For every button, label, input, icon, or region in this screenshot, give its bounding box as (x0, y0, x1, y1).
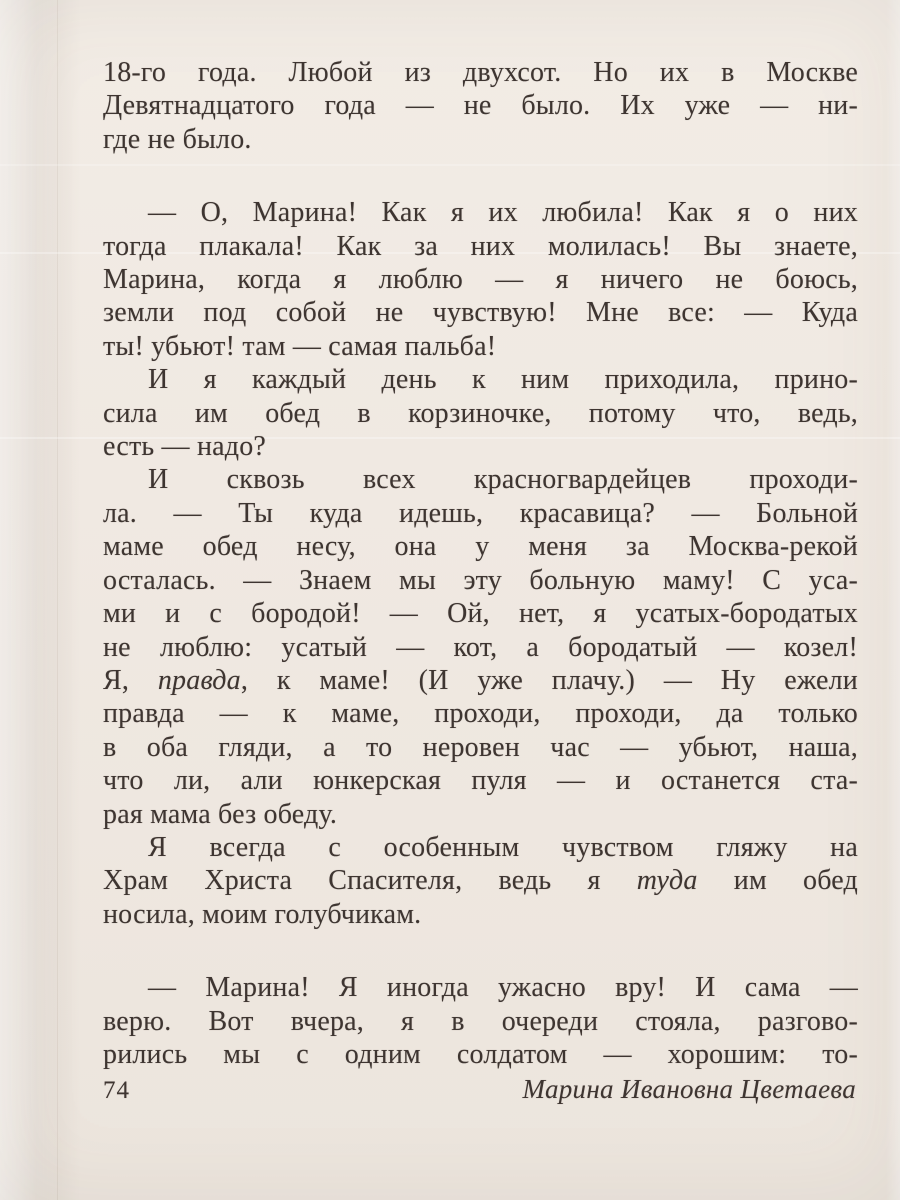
paragraph (103, 463, 858, 830)
italic-word: правда (157, 664, 241, 696)
text-segment: 18-го года. Любой из двухсот. Но их в Москве (103, 57, 858, 88)
text-segment: рились мы с одним солдатом — хорошим: то- (103, 1038, 858, 1070)
text-segment: Я, (103, 664, 158, 696)
paragraph (103, 196, 858, 363)
text-segment: ми и с бородой! — Ой, нет, я усатых-бородатых (103, 598, 858, 630)
text-segment: , к маме! (И уже плачу.) — Ну ежели (240, 664, 858, 696)
text-line (103, 1038, 858, 1071)
text-segment: рая мама без обеду. (103, 798, 338, 830)
page-number: 74 (103, 1077, 130, 1104)
text-line (103, 263, 858, 296)
text-line (103, 971, 858, 1004)
text-line (103, 123, 858, 156)
paragraph (103, 831, 858, 931)
text-line (103, 430, 858, 463)
text-segment: И сквозь всех красногвардейцев проходи- (148, 464, 858, 496)
text-line (103, 664, 858, 697)
text-line (103, 530, 858, 563)
text-segment: сила им обед в корзиночке, потому что, ведь, (103, 397, 858, 429)
text-line (103, 89, 858, 122)
text-segment: не люблю: усатый — кот, а бородатый — козел! (103, 631, 858, 663)
text-segment: Девятнадцатого года — не было. Их уже — ни- (103, 90, 858, 122)
text-segment: — Марина! Я иногда ужасно вру! И сама — (148, 972, 858, 1004)
text-segment: Марина, когда я люблю — я ничего не боюсь, (103, 264, 858, 296)
paragraph (103, 56, 858, 156)
text-line (103, 1005, 858, 1038)
text-segment: маме обед несу, она у меня за Москва-рекой (103, 531, 858, 563)
text-segment: в оба гляди, а то неровен час — убьют, наша, (103, 731, 858, 763)
page-text-block (103, 56, 858, 1071)
text-segment: им обед (697, 865, 858, 897)
text-line (103, 363, 858, 396)
text-segment: — О, Марина! Как я их любила! Как я о них (148, 197, 858, 229)
page-footer (103, 1074, 856, 1105)
text-line (103, 697, 858, 730)
italic-word: туда (636, 865, 698, 897)
text-segment: тогда плакала! Как за них молилась! Вы знаете, (103, 230, 858, 262)
text-segment: правда — к маме, проходи, проходи, да только (103, 698, 858, 730)
text-line (103, 564, 858, 597)
text-line (103, 330, 858, 363)
text-line (103, 864, 858, 897)
text-segment: осталась. — Знаем мы эту больную маму! С уса- (103, 564, 858, 596)
running-title: Марина Ивановна Цветаева (522, 1074, 856, 1104)
text-line (103, 397, 858, 430)
text-segment: есть — надо? (103, 431, 267, 463)
text-segment: земли под собой не чувствую! Мне все: — Куда (103, 297, 858, 329)
text-segment: носила, моим голубчикам. (103, 898, 422, 930)
text-line (103, 463, 858, 496)
paragraph (103, 971, 858, 1071)
text-segment: что ли, али юнкерская пуля — и останется ста- (103, 765, 858, 797)
text-line (103, 764, 858, 797)
text-line (103, 831, 858, 864)
text-line (103, 798, 858, 831)
text-line (103, 196, 858, 229)
text-line (103, 230, 858, 263)
text-line (103, 731, 858, 764)
text-segment: где не было. (103, 123, 252, 155)
text-segment: Я всегда с особенным чувством гляжу на (148, 831, 858, 863)
text-line (103, 597, 858, 630)
text-line (103, 56, 858, 89)
text-line (103, 898, 858, 931)
page-edge-line (57, 0, 58, 1200)
text-segment: ты! убьют! там — самая пальба! (103, 330, 497, 362)
text-line (103, 497, 858, 530)
text-segment: ла. — Ты куда идешь, красавица? — Больной (103, 497, 858, 529)
text-line (103, 296, 858, 329)
text-segment: верю. Вот вчера, я в очереди стояла, разгово- (103, 1005, 858, 1037)
text-segment: Храм Христа Спасителя, ведь я (103, 865, 637, 897)
text-segment: И я каждый день к ним приходила, прино- (148, 364, 858, 396)
text-line (103, 631, 858, 664)
paragraph (103, 363, 858, 463)
